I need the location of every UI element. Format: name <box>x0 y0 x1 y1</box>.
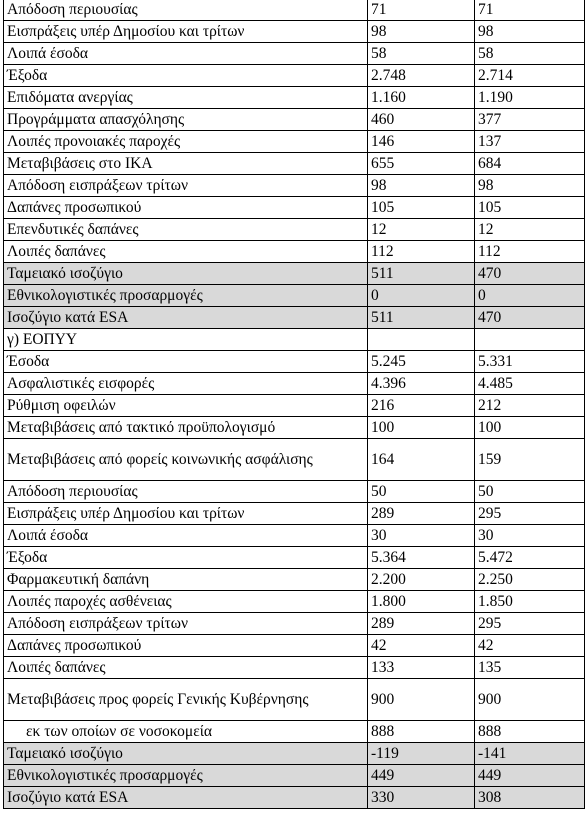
row-label: Ταμειακό ισοζύγιο <box>4 263 368 285</box>
value-col-1 <box>368 329 475 351</box>
row-label: Έσοδα <box>4 351 368 373</box>
value-col-2: 684 <box>475 153 585 175</box>
value-col-1: 133 <box>368 657 475 679</box>
table-row-balance <box>4 263 585 285</box>
value-col-1: 1.160 <box>368 87 475 109</box>
section-heading-row <box>4 329 585 351</box>
value-col-1: 330 <box>368 787 475 809</box>
value-col-1: 12 <box>368 219 475 241</box>
value-col-1: 449 <box>368 765 475 787</box>
value-col-2: 1.190 <box>475 87 585 109</box>
value-col-2: 2.714 <box>475 65 585 87</box>
value-col-1: 289 <box>368 503 475 525</box>
row-label: Ισοζύγιο κατά ESA <box>4 787 368 809</box>
value-col-2: 295 <box>475 613 585 635</box>
table-row-esa-balance <box>4 307 585 329</box>
value-col-2: 5.331 <box>475 351 585 373</box>
table-row <box>4 547 585 569</box>
value-col-2: 112 <box>475 241 585 263</box>
table-row <box>4 65 585 87</box>
row-label: Εθνικολογιστικές προσαρμογές <box>4 765 368 787</box>
value-col-1: 2.200 <box>368 569 475 591</box>
row-label: Απόδοση περιουσίας <box>4 0 368 21</box>
budget-table <box>3 0 585 809</box>
table-row <box>4 43 585 65</box>
row-label: Εισπράξεις υπέρ Δημοσίου και τρίτων <box>4 21 368 43</box>
table-row <box>4 395 585 417</box>
table-row <box>4 131 585 153</box>
value-col-1: 164 <box>368 439 475 481</box>
value-col-1: 71 <box>368 0 475 21</box>
table-row <box>4 373 585 395</box>
row-label: Απόδοση περιουσίας <box>4 481 368 503</box>
value-col-1: 30 <box>368 525 475 547</box>
row-label: Μεταβιβάσεις στο ΙΚΑ <box>4 153 368 175</box>
value-col-1: 112 <box>368 241 475 263</box>
value-col-1: 105 <box>368 197 475 219</box>
value-col-1: 146 <box>368 131 475 153</box>
row-label: Φαρμακευτική δαπάνη <box>4 569 368 591</box>
row-label: Λοιπές δαπάνες <box>4 657 368 679</box>
row-label: Έξοδα <box>4 547 368 569</box>
table-row-adjustments <box>4 285 585 307</box>
value-col-1: 5.364 <box>368 547 475 569</box>
row-label: Δαπάνες προσωπικού <box>4 197 368 219</box>
table-row <box>4 241 585 263</box>
table-row <box>4 635 585 657</box>
value-col-1: 511 <box>368 263 475 285</box>
value-col-2: 58 <box>475 43 585 65</box>
value-col-2: 30 <box>475 525 585 547</box>
value-col-2: 105 <box>475 197 585 219</box>
value-col-1: 42 <box>368 635 475 657</box>
table-row <box>4 197 585 219</box>
table-row-adjustments <box>4 765 585 787</box>
row-label: Ασφαλιστικές εισφορές <box>4 373 368 395</box>
value-col-2: 137 <box>475 131 585 153</box>
value-col-2: 12 <box>475 219 585 241</box>
value-col-1: 58 <box>368 43 475 65</box>
value-col-2: 212 <box>475 395 585 417</box>
row-label: Εθνικολογιστικές προσαρμογές <box>4 285 368 307</box>
table-row <box>4 417 585 439</box>
row-label: Ισοζύγιο κατά ESA <box>4 307 368 329</box>
value-col-1: 460 <box>368 109 475 131</box>
table-row <box>4 219 585 241</box>
table-row <box>4 87 585 109</box>
row-label: Λοιπές παροχές ασθένειας <box>4 591 368 613</box>
value-col-1: 0 <box>368 285 475 307</box>
table-row <box>4 175 585 197</box>
section-heading: γ) ΕΟΠΥΥ <box>4 329 368 351</box>
value-col-1: 888 <box>368 721 475 743</box>
value-col-2: 159 <box>475 439 585 481</box>
value-col-1: -119 <box>368 743 475 765</box>
value-col-1: 100 <box>368 417 475 439</box>
table-row <box>4 657 585 679</box>
value-col-2: 98 <box>475 175 585 197</box>
value-col-1: 2.748 <box>368 65 475 87</box>
value-col-2 <box>475 329 585 351</box>
value-col-2: 1.850 <box>475 591 585 613</box>
row-label: Ρύθμιση οφειλών <box>4 395 368 417</box>
value-col-1: 1.800 <box>368 591 475 613</box>
value-col-1: 98 <box>368 175 475 197</box>
value-col-1: 4.396 <box>368 373 475 395</box>
value-col-2: 470 <box>475 263 585 285</box>
row-label: Μεταβιβάσεις από τακτικό προϋπολογισμό <box>4 417 368 439</box>
value-col-2: 308 <box>475 787 585 809</box>
table-row-balance <box>4 743 585 765</box>
row-label: Μεταβιβάσεις προς φορείς Γενικής Κυβέρνησης <box>4 679 368 721</box>
table-row <box>4 679 585 721</box>
value-col-1: 900 <box>368 679 475 721</box>
row-label: Έξοδα <box>4 65 368 87</box>
row-label: Λοιπά έσοδα <box>4 525 368 547</box>
row-label: Ταμειακό ισοζύγιο <box>4 743 368 765</box>
value-col-2: 71 <box>475 0 585 21</box>
value-col-2: 50 <box>475 481 585 503</box>
table-row <box>4 351 585 373</box>
table-row <box>4 503 585 525</box>
table-row <box>4 21 585 43</box>
table-row <box>4 439 585 481</box>
value-col-1: 655 <box>368 153 475 175</box>
table-row-esa-balance <box>4 787 585 809</box>
table-row <box>4 109 585 131</box>
value-col-2: 42 <box>475 635 585 657</box>
value-col-1: 5.245 <box>368 351 475 373</box>
value-col-2: 98 <box>475 21 585 43</box>
value-col-1: 511 <box>368 307 475 329</box>
row-label: Απόδοση εισπράξεων τρίτων <box>4 613 368 635</box>
row-label: Λοιπές δαπάνες <box>4 241 368 263</box>
value-col-1: 289 <box>368 613 475 635</box>
table-row <box>4 153 585 175</box>
value-col-2: 4.485 <box>475 373 585 395</box>
row-label: Επενδυτικές δαπάνες <box>4 219 368 241</box>
table-row <box>4 525 585 547</box>
value-col-2: 295 <box>475 503 585 525</box>
value-col-2: 888 <box>475 721 585 743</box>
value-col-2: 449 <box>475 765 585 787</box>
row-label: Προγράμματα απασχόλησης <box>4 109 368 131</box>
value-col-2: -141 <box>475 743 585 765</box>
row-label: Επιδόματα ανεργίας <box>4 87 368 109</box>
table-row <box>4 481 585 503</box>
value-col-2: 100 <box>475 417 585 439</box>
table-row <box>4 0 585 21</box>
table-row <box>4 613 585 635</box>
row-label: εκ των οποίων σε νοσοκομεία <box>4 721 368 743</box>
value-col-1: 98 <box>368 21 475 43</box>
row-label: Απόδοση εισπράξεων τρίτων <box>4 175 368 197</box>
value-col-1: 50 <box>368 481 475 503</box>
value-col-2: 2.250 <box>475 569 585 591</box>
value-col-2: 0 <box>475 285 585 307</box>
value-col-2: 900 <box>475 679 585 721</box>
value-col-2: 5.472 <box>475 547 585 569</box>
row-label: Δαπάνες προσωπικού <box>4 635 368 657</box>
value-col-2: 470 <box>475 307 585 329</box>
row-label: Λοιπές προνοιακές παροχές <box>4 131 368 153</box>
row-label: Λοιπά έσοδα <box>4 43 368 65</box>
row-label: Μεταβιβάσεις από φορείς κοινωνικής ασφάλισης <box>4 439 368 481</box>
table-row <box>4 591 585 613</box>
table-row-subitem <box>4 721 585 743</box>
value-col-1: 216 <box>368 395 475 417</box>
value-col-2: 135 <box>475 657 585 679</box>
value-col-2: 377 <box>475 109 585 131</box>
row-label: Εισπράξεις υπέρ Δημοσίου και τρίτων <box>4 503 368 525</box>
table-row <box>4 569 585 591</box>
